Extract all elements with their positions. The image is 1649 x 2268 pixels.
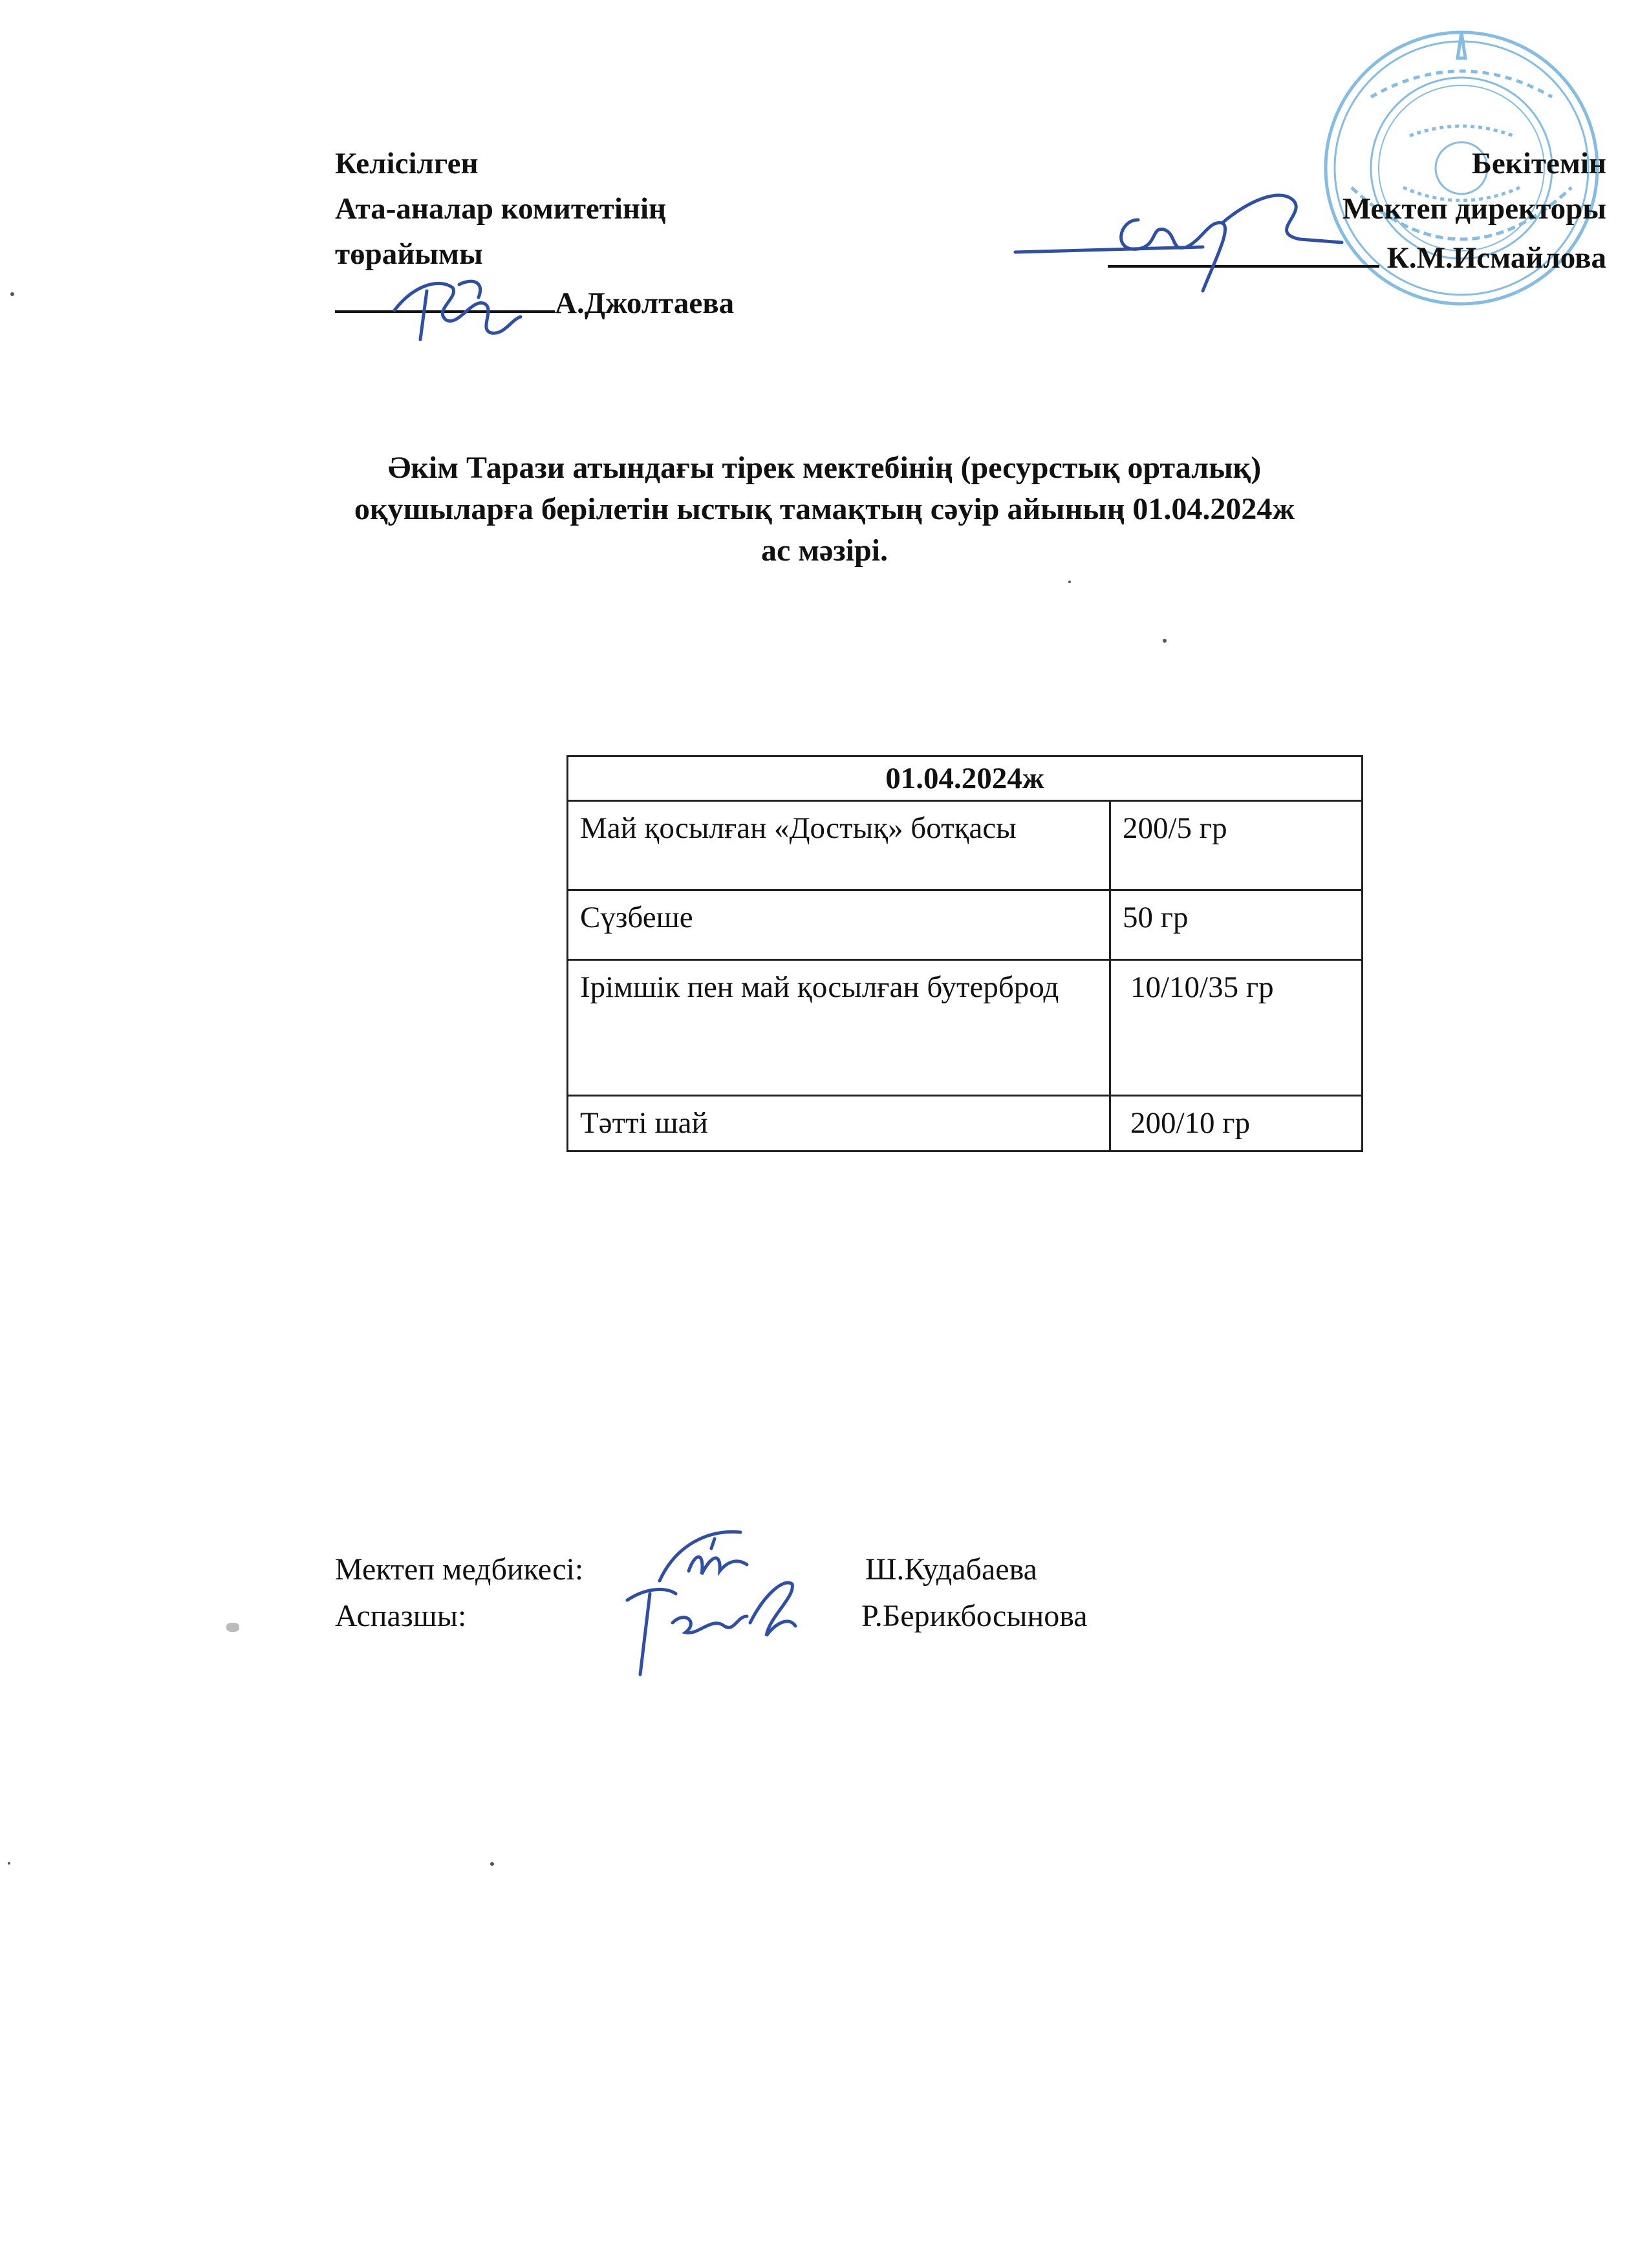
amount-cell: 50 гр [1110,890,1363,960]
scan-speck [10,292,14,296]
dish-cell: Май қосылған «Достық» ботқасы [568,801,1110,890]
nurse-label: Мектеп медбикесі: [335,1552,584,1587]
scan-speck [8,1862,10,1865]
dish-cell: Сүзбеше [568,890,1110,960]
amount-cell: 200/5 гр [1110,801,1363,890]
approval-left-line1: Келісілген [335,147,479,180]
title-line1: Әкім Тарази атындағы тірек мектебінің (ресурстық орталық) [387,451,1262,485]
scan-speck [226,1623,239,1632]
dish-cell: Ірімшік пен май қосылған бутерброд [568,960,1110,1096]
cook-label: Аспазшы: [335,1599,467,1633]
document-title [0,447,1649,572]
scan-speck [1163,639,1167,643]
table-row [568,960,1363,1096]
cook-name: Р.Берикбосынова [861,1599,1088,1633]
scan-speck [490,1862,494,1866]
table-header-row [568,756,1363,801]
director-signature [1009,175,1345,304]
approval-right-line2: Мектеп директоры [1342,192,1606,226]
menu-table [566,755,1363,1152]
approval-left-line3: төрайымы [335,237,483,271]
cook-signature [614,1571,802,1681]
scan-speck [1068,581,1071,583]
approval-left-name: А.Джолтаева [555,286,735,320]
approval-left-line2: Ата-аналар комитетінің [335,192,667,226]
table-row [568,890,1363,960]
amount-cell: 10/10/35 гр [1110,960,1363,1096]
approval-right-line1: Бекітемін [1471,147,1606,180]
table-header-date: 01.04.2024ж [568,756,1363,801]
table-row [568,1096,1363,1151]
amount-cell: 200/10 гр [1110,1096,1363,1151]
table-row [568,801,1363,890]
dish-cell: Тәтті шай [568,1096,1110,1151]
title-line2: оқушыларға берілетін ыстық тамақтың сәуір айының 01.04.2024ж [354,492,1295,526]
approval-right-name: К.М.Исмайлова [1386,241,1606,275]
title-line3: ас мәзірі. [761,533,888,568]
nurse-name: Ш.Кудабаева [865,1552,1037,1587]
committee-signature [382,259,530,349]
